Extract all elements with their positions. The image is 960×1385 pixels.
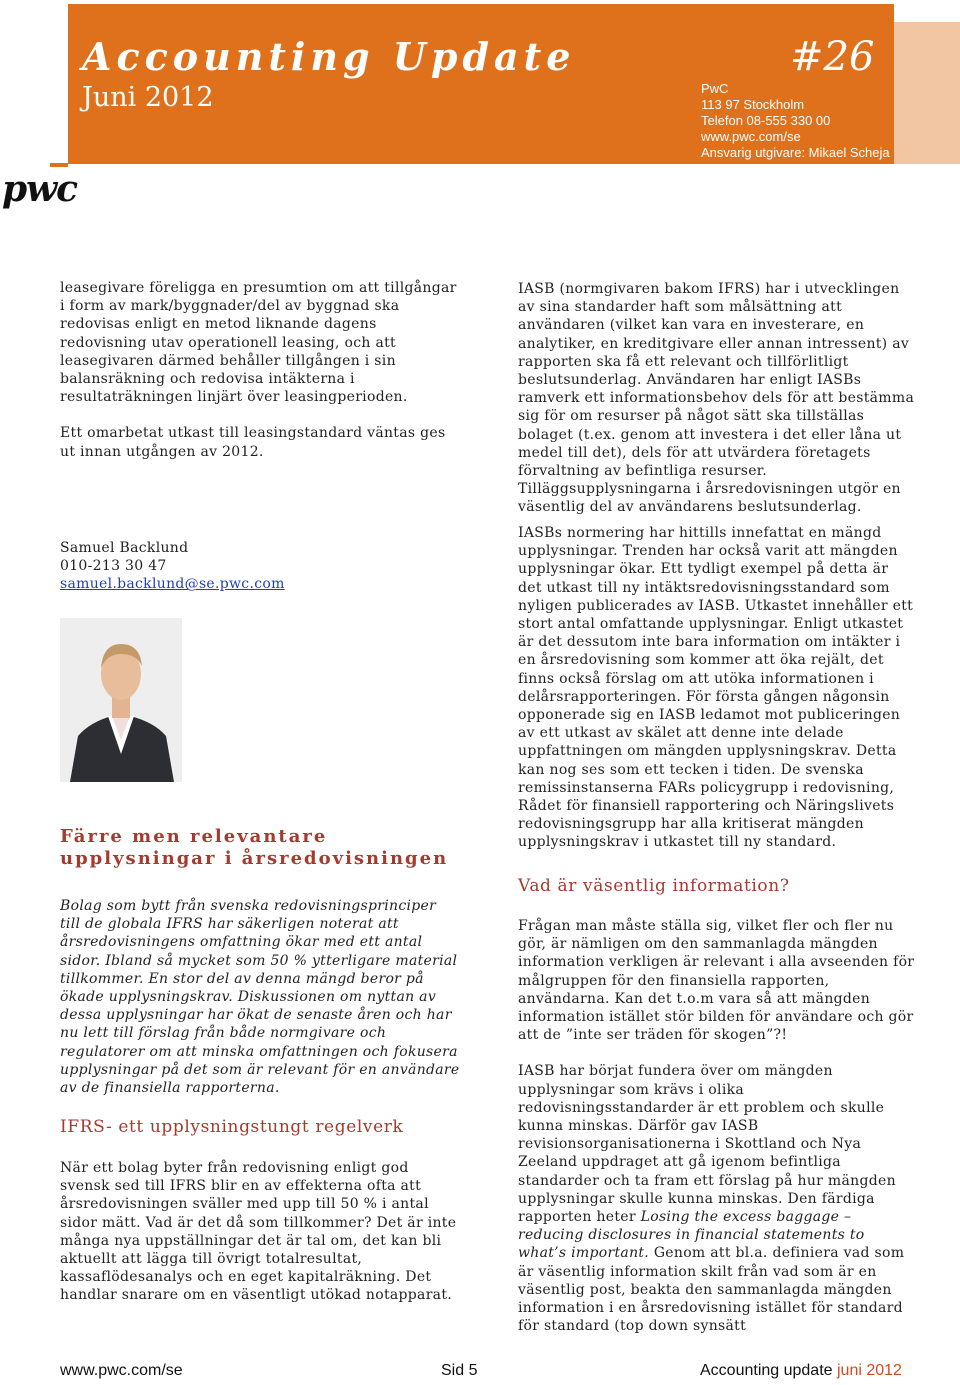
- header-fade-strip: [894, 22, 960, 164]
- right-paragraph: IASBs normering har hittills innefattat en mängd upplysningar. Trenden har också varit att mängden upplysningar ökar. Ett tydligt exempel på detta är det utkast till ny intäktsredovisningsstandard som nyligen publicerades av IASB. Utkastet innehåller ett stort antal omfattande upplysningar. Enligt utkastet är det dessutom inte bara information om intäkter i en årsredovisning som kommer att öka rejält, det finns också förslag om att utöka informationen i delårsrapporteringen. För första gången någonsin opponerade sig en IASB ledamot mot publiceringen av ett utkast av skälet att denne inte delade uppfattningen om mängden upplysningskrav. Detta kan nog ses som ett tecken i tiden. De svenska remissinstanserna FARs policygrupp i redovisning, Rådet för finansiell rapportering och Näringslivets redovisningsgrupp har alla kritiserat mängden upplysningskrav i utkastet till ny standard.: [518, 525, 914, 851]
- pwc-logo: pwc: [2, 168, 78, 210]
- logo-accent-bar: [50, 163, 68, 167]
- section-block: [60, 1117, 460, 1305]
- author-portrait-icon: [60, 618, 182, 782]
- publisher-website[interactable]: www.pwc.com/se: [701, 129, 801, 144]
- intro-paragraph: Ett omarbetat utkast till leasingstandard väntas ges ut innan utgången av 2012.: [60, 425, 446, 460]
- author-name: Samuel Backlund: [60, 540, 189, 556]
- publisher-address: 113 97 Stockholm: [701, 97, 805, 112]
- footer-edition-year: 2012: [866, 1362, 902, 1379]
- right-paragraph: Frågan man måste ställa sig, vilket fler och fler nu gör, är nämligen om den sammanlagda mängden information verkligen är relevant i alla avseenden för målgruppen för den finansiella rapporten, användarna. Kan det t.o.m vara så att mängden information istället stör bilden för användare och gör att de ”inte ser träden för skogen”?!: [518, 918, 915, 1044]
- right-paragraph-text: IASB har börjat fundera över om mängden upplysningar som krävs i olika redovisningsstandarder är ett problem och skulle kunna minskas. Därför gav IASB revisionsorganisationerna i Skottland och Nya Zeeland uppdraget att gå igenom befintliga standarder och ta fram ett förslag på hur mängden upplysningar skulle kunna minskas. Den färdiga rapporten heter: [518, 1063, 896, 1226]
- footer-edition-month: juni: [837, 1362, 862, 1379]
- publisher-phone: Telefon 08-555 330 00: [701, 113, 831, 128]
- issue-number: #26: [790, 34, 875, 80]
- author-email-link[interactable]: samuel.backlund@se.pwc.com: [60, 576, 285, 593]
- publisher-contact: [701, 81, 890, 161]
- right-column-bottom: [518, 876, 916, 1335]
- article-block: [60, 826, 460, 1097]
- issue-date: Juni 2012: [82, 82, 214, 113]
- right-subheading: Vad är väsentlig information?: [518, 876, 790, 896]
- publisher-name: PwC: [701, 81, 729, 96]
- newsletter-title: Accounting Update: [82, 34, 576, 79]
- right-paragraph-report: [518, 1062, 916, 1335]
- section-title: IFRS- ett upplysningstungt regelverk: [60, 1117, 404, 1137]
- publisher-responsible: Ansvarig utgivare: Mikael Scheja: [701, 145, 890, 160]
- left-column-intro: [60, 279, 460, 461]
- right-column-top: [518, 280, 916, 517]
- footer-publication: [700, 1362, 902, 1380]
- article-lead: Bolag som bytt från svenska redovisningsprinciper till de globala IFRS har säkerligen noterat att årsredovisningens omfattning ökar med ett antal sidor. Ibland så mycket som 50 % ytterligare material tillkommer. En stor del av denna mängd beror på ökade upplysningskrav. Diskussionen om nyttan av dessa upplysningar har ökat de senaste åren och har nu lett till förslag från både normgivare och regulatorer om att minska omfattningen och fokusera upplysningar på det som är relevant för en användare av de finansiella rapporterna.: [60, 898, 460, 1097]
- intro-paragraph: leasegivare föreligga en presumtion om att tillgångar i form av mark/byggnader/del av byggnad ska redovisas enligt en metod liknande dagens redovisning utav operationell leasing, och att leasegivaren därmed behåller tillgången i sin balansräkning och redovisa intäkterna i resultaträkningen linjärt över leasingperioden.: [60, 280, 457, 406]
- author-block: [60, 539, 460, 594]
- article-title: Färre men relevantare upplysningar i årsredovisningen: [60, 826, 449, 869]
- right-column-middle: [518, 524, 916, 852]
- footer-website[interactable]: www.pwc.com/se: [60, 1362, 183, 1379]
- author-photo: [60, 618, 182, 782]
- author-phone: 010-213 30 47: [60, 558, 167, 575]
- right-paragraph: IASB (normgivaren bakom IFRS) har i utvecklingen av sina standarder haft som målsättning att användaren (vilket kan vara en investerare, en analytiker, en kreditgivare eller annan intressent) av rapporten ska få ett relevant och tillförlitligt beslutsunderlag. Användaren har enligt IASBs ramverk ett informationsbehov dels för att bestämma sig för om resurser på något sätt ska tillställas bolaget (t.ex. genom att investera i det eller låna ut medel till det), dels för att utvärdera företagets förvaltning av befintliga resurser. Tilläggsupplysningarna i årsredovisningen utgör en väsentlig del av användarens beslutsunderlag.: [518, 281, 915, 516]
- footer-publication-name: Accounting update: [700, 1362, 833, 1379]
- section-paragraph: När ett bolag byter från redovisning enligt god svensk sed till IFRS blir en av effekterna ofta att årsredovisningen sväller med upp till 50 % i antal sidor mätt. Vad är det då som tillkommer? Det är inte många nya uppställningar det är tal om, det kan bli aktuellt att lägga till övrigt totalresultat, kassaflödesanalys och en eget kapitalräkning. Det handlar snarare om en väsentligt utökad notapparat.: [60, 1160, 457, 1304]
- report-title: Losing the excess baggage – reducing disclosures in financial statements to what’s important.: [518, 1209, 865, 1262]
- footer-page-number: Sid 5: [441, 1362, 478, 1379]
- right-paragraph-text: Genom att bl.a. definiera vad som är väsentlig information skilt från vad som är en väsentlig post, beakta den sammanlagda mängden information i en årsredovisning istället för standard för standard (top down synsätt: [518, 1245, 905, 1335]
